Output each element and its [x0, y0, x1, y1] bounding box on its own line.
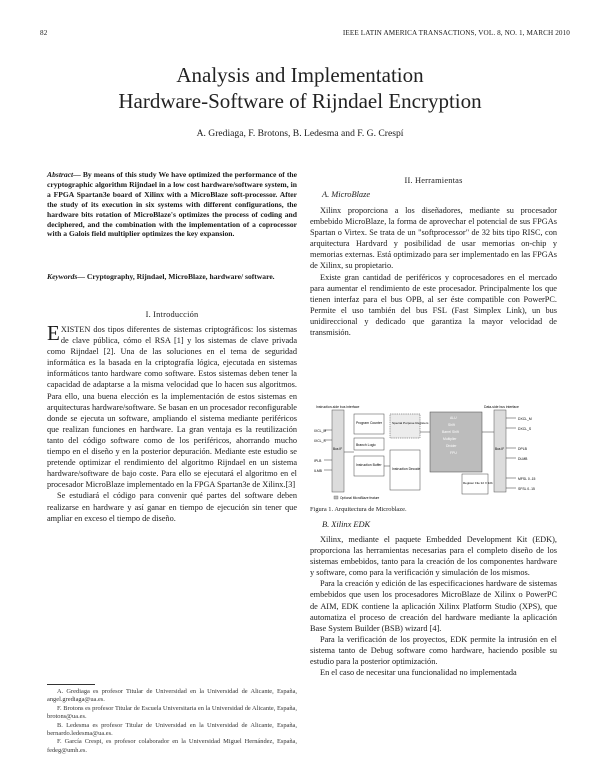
- edk-paragraph-3: Para la verificación de los proyectos, EDK permite la intrusión en el sistema tanto de Debug software como hardware, haciendo posible su estudio para la posterior optimización.: [310, 634, 557, 667]
- svg-text:Divider: Divider: [446, 444, 457, 448]
- fig-mfsl: MFSL 0..15: [518, 477, 536, 481]
- running-header: IEEE LATIN AMERICA TRANSACTIONS, VOL. 8, NO. 1, MARCH 2010: [342, 29, 570, 37]
- edk-paragraph-2: Para la creación y edición de las especificaciones hardware de sistemas embebidos que usen los procesadores MicroBlaze de Xilinx o PowerPC de AIM, EDK contiene la aplicación Xilinx Platform Studio (XPS), que automatiza el proceso de creación del hardware mediante la aplicación Base System Builder (BSB) wizard [4].: [310, 579, 557, 633]
- keywords: [47, 272, 297, 282]
- microblaze-paragraph-2: Existe gran cantidad de periféricos y coprocesadores en el mercado para aumentar el rendimiento de este procesador. Principalmente los que tienen interfaz para el bus OPB, al ser éste compatible con PowerPC. Permite el uso también del bus FSL (Fast Simplex Link), un bus unidireccional y dedicado que garantiza la mayor velocidad de transmisión.: [310, 272, 557, 338]
- abstract: [47, 170, 297, 239]
- fig-left-bus-if: Bus IF: [333, 447, 343, 451]
- svg-text:ALU: ALU: [450, 416, 457, 420]
- section-1-heading: I. Introducción: [145, 310, 199, 319]
- authors: A. Grediaga, F. Brotons, B. Ledesma and F. G. Crespí: [196, 128, 404, 139]
- footnote-2: F. Brotons es profesor Titular de Escuela Universitaria en la Universidad de Alicante, España, brotons@ua.es.: [47, 704, 297, 720]
- fig-dlmb: DLMB: [518, 457, 528, 461]
- svg-text:Special Purpose Registers: Special Purpose Registers: [392, 421, 429, 425]
- svg-text:Instruction Buffer: Instruction Buffer: [356, 463, 382, 467]
- fig-special-registers: [390, 414, 420, 438]
- microblaze-architecture-figure: [312, 402, 556, 502]
- svg-text:Branch Logic: Branch Logic: [356, 443, 376, 447]
- intro-paragraph-1: [47, 321, 297, 490]
- svg-text:Instruction Decode: Instruction Decode: [392, 467, 421, 471]
- microblaze-paragraph-1: Xilinx proporciona a los diseñadores, mediante su procesador embebido MicroBlaze, la forma de aprovechar el potencial de sus FPGAs Spartan o Virtex. Se trata de un "softprocessor" de 32 bits tipo RISC, con arquitectura Hardvard y posibilidad de usar memorias on-chip y memorias externas. Está optimizado para ser implementado en las FPGAs de Xilinx, su propietario.: [310, 206, 557, 271]
- figure-caption: Figura 1. Arquitectura de Microblaze.: [310, 506, 407, 513]
- keywords-label: Keywords: [47, 272, 78, 281]
- subsection-b-heading: B. Xilinx EDK: [322, 520, 371, 529]
- page-number: 82: [40, 29, 48, 37]
- section-2b-body: [310, 534, 557, 678]
- section-2-heading: II. Herramientas: [404, 176, 463, 185]
- footnote-4: F. García Crespi, es profesor colaborador en la Universidad Miguel Hernández, España, fedeg@umh.es.: [47, 738, 297, 754]
- fig-left-bus-label: Instruction-side bus interface: [316, 405, 360, 409]
- fig-iplb: IPLB: [314, 459, 322, 463]
- edk-paragraph-1: Xilinx, mediante el paquete Embedded Development Kit (EDK), proporciona las herramientas necesarias para el completo diseño de los sistemas embebidos, tanto para la creación de los componentes hardware y software, como para la verificación y simulación de los mismos.: [310, 535, 557, 578]
- fig-execution-unit: [430, 412, 482, 472]
- paper-title: [0, 62, 600, 114]
- section-2a-body: [310, 205, 557, 338]
- edk-paragraph-4: En el caso de necesitar una funcionalidad no implementada: [320, 668, 517, 678]
- intro-paragraph-2: Se estudiará el código para convenir qué partes del software deben realizarse en hardware y así ganar en tiempo de ejecución sin tener que ampliar en exceso el tiempo de diseño.: [47, 491, 297, 523]
- svg-text:Barrel Shift: Barrel Shift: [442, 430, 459, 434]
- section-1-body: [47, 321, 297, 524]
- fig-legend: Optional MicroBlaze feature: [340, 496, 380, 500]
- fig-sfsl: SFSL 0..15: [518, 487, 535, 491]
- fig-dxcl-m: DXCL_M: [518, 417, 532, 421]
- fig-ilmb: ILMB: [314, 469, 322, 473]
- abstract-label: Abstract: [47, 170, 74, 179]
- svg-text:Program Counter: Program Counter: [356, 421, 383, 425]
- fig-ixcl-m: IXCL_M: [314, 429, 327, 433]
- footnote-3: B. Ledesma es profesor Titular de Universidad en la Universidad de Alicante, España, bernardo.ledesma@ua.es.: [47, 721, 297, 737]
- fig-dplb: DPLB: [518, 447, 527, 451]
- fig-right-bus-if: Bus IF: [495, 447, 505, 451]
- title-line-2: Hardware-Software of Rijndael Encryption: [118, 89, 482, 113]
- fig-dxcl-s: DXCL_S: [518, 427, 532, 431]
- svg-text:FPU: FPU: [450, 451, 457, 455]
- title-line-1: Analysis and Implementation: [176, 63, 424, 87]
- footnote-rule: [47, 684, 95, 685]
- subsection-a-heading: A. MicroBlaze: [322, 190, 371, 199]
- footnote-1: A. Grediaga es profesor Titular de Universidad en la Universidad de Alicante, España, angel.grediaga@ua.es.: [47, 688, 297, 704]
- fig-ixcl-s: IXCL_S: [314, 439, 326, 443]
- drop-cap: E: [47, 321, 60, 345]
- fig-right-bus-label: Data-side bus interface: [484, 405, 519, 409]
- svg-text:Shift: Shift: [448, 423, 455, 427]
- svg-text:Multiplier: Multiplier: [443, 437, 457, 441]
- intro-paragraph-1-text: XISTEN dos tipos diferentes de sistemas criptográficos: los sistemas de clave pública, cómo el RSA [1] y los sistemas de clave privada como Rijndael [2]. Una de las soluciones en el tema de seguridad informática es la basada en la criptografía lógica, ejecutada en sistemas informáticos tanto hardware como software. Estos sistemas deben tener la capacidad de adaptarse a la misma velocidad que lo hacen sus algoritmos. Para ello, una buena elección es la implementación de estos sistemas en arquitecturas hardware/software. Se basan en un procesador reconfigurable donde se ejecuta un software, ampliando el sistema mediante periféricos que realizan funciones en hardware. La gran ventaja es la reutilización tanto del código software como de los periféricos, ahorrando mucho tiempo en el diseño y en la posterior depuración. Mediante este estudio se pretende optimizar el rendimiento del algoritmo Rijndael en un sistema hardware/software de bajo coste. Para ello se ejecutará el algoritmo en el procesador MicroBlaze implementado en la FPGA Spartan3e de Xilinx.[3]: [47, 325, 297, 490]
- footnotes: [47, 688, 297, 755]
- abstract-text: — By means of this study We have optimized the performance of the cryptographic algorithm Rijndael in a low cost hardware/software system, in a FPGA Spartan3e board of Xilinx with a MicroBlaze soft-processor. After the study of its execution in six systems with different configurations, the hardware bits rotation of MicroBlaze's optimizes the process of coding and deciphered, and the combination with the implementation of a coprocessor with a Galois field multiplier optimizes the key expansion.: [47, 170, 297, 239]
- fig-left-bus-bar: [332, 410, 344, 492]
- fig-legend-swatch: [334, 496, 338, 499]
- keywords-text: — Cryptography, Rijndael, MicroBlaze, hardware/ software.: [77, 272, 275, 281]
- svg-text:Register File 32 X 32b: Register File 32 X 32b: [463, 481, 493, 485]
- fig-right-bus-bar: [494, 410, 506, 492]
